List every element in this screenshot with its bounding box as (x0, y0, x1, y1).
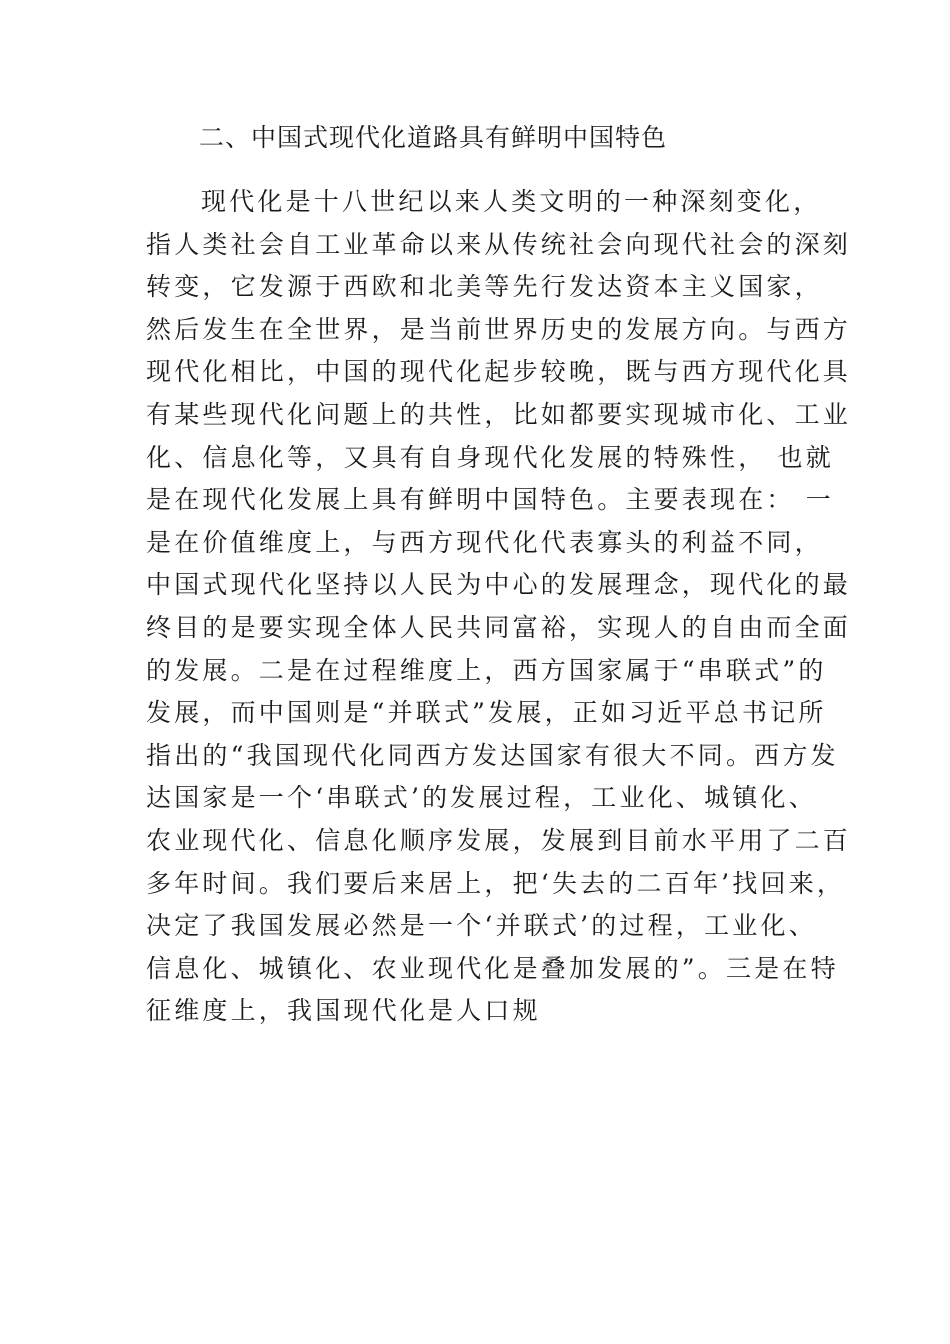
text-line: 指出的“我国现代化同西方发达国家有很大不同。西方发 (146, 740, 839, 770)
text-line: 然后发生在全世界，是当前世界历史的发展方向。与西方 (146, 314, 852, 344)
text-line: 指人类社会自工业革命以来从传统社会向现代社会的深刻 (146, 229, 852, 259)
text-line: 农业现代化、信息化顺序发展，发展到目前水平用了二百 (146, 825, 852, 855)
text-line: 有某些现代化问题上的共性，比如都要实现城市化、工业 (146, 399, 852, 429)
text-line: 多年时间。我们要后来居上，把‘失去的二百年’找回来， (146, 868, 846, 898)
text-line: 转变，它发源于西欧和北美等先行发达资本主义国家， (146, 272, 823, 302)
text-line: 达国家是一个‘串联式’的发展过程，工业化、城镇化、 (146, 783, 817, 813)
section-heading: 二、中国式现代化道路具有鲜明中国特色 (199, 123, 668, 152)
text-line: 是在价值维度上，与西方现代化代表寡头的利益不同， (146, 527, 823, 557)
text-line: 决定了我国发展必然是一个‘并联式’的过程，工业化、 (146, 911, 817, 941)
text-line: 信息化、城镇化、农业现代化是叠加发展的”。三是在特 (146, 953, 839, 983)
text-line: 征维度上，我国现代化是人口规 (146, 996, 541, 1026)
body-paragraph (146, 181, 852, 1033)
text-line: 终目的是要实现全体人民共同富裕，实现人的自由而全面 (146, 612, 852, 642)
text-line: 化、信息化等，又具有自身现代化发展的特殊性， 也就 (146, 442, 834, 472)
text-line: 中国式现代化坚持以人民为中心的发展理念，现代化的最 (146, 570, 852, 600)
text-line: 的发展。二是在过程维度上，西方国家属于“串联式”的 (146, 655, 827, 685)
text-line: 是在现代化发展上具有鲜明中国特色。主要表现在： 一 (146, 485, 834, 515)
text-line: 发展，而中国则是“并联式”发展，正如习近平总书记所 (146, 698, 827, 728)
text-line: 现代化是十八世纪以来人类文明的一种深刻变化， (201, 187, 822, 216)
text-line: 现代化相比，中国的现代化起步较晚，既与西方现代化具 (146, 357, 852, 387)
